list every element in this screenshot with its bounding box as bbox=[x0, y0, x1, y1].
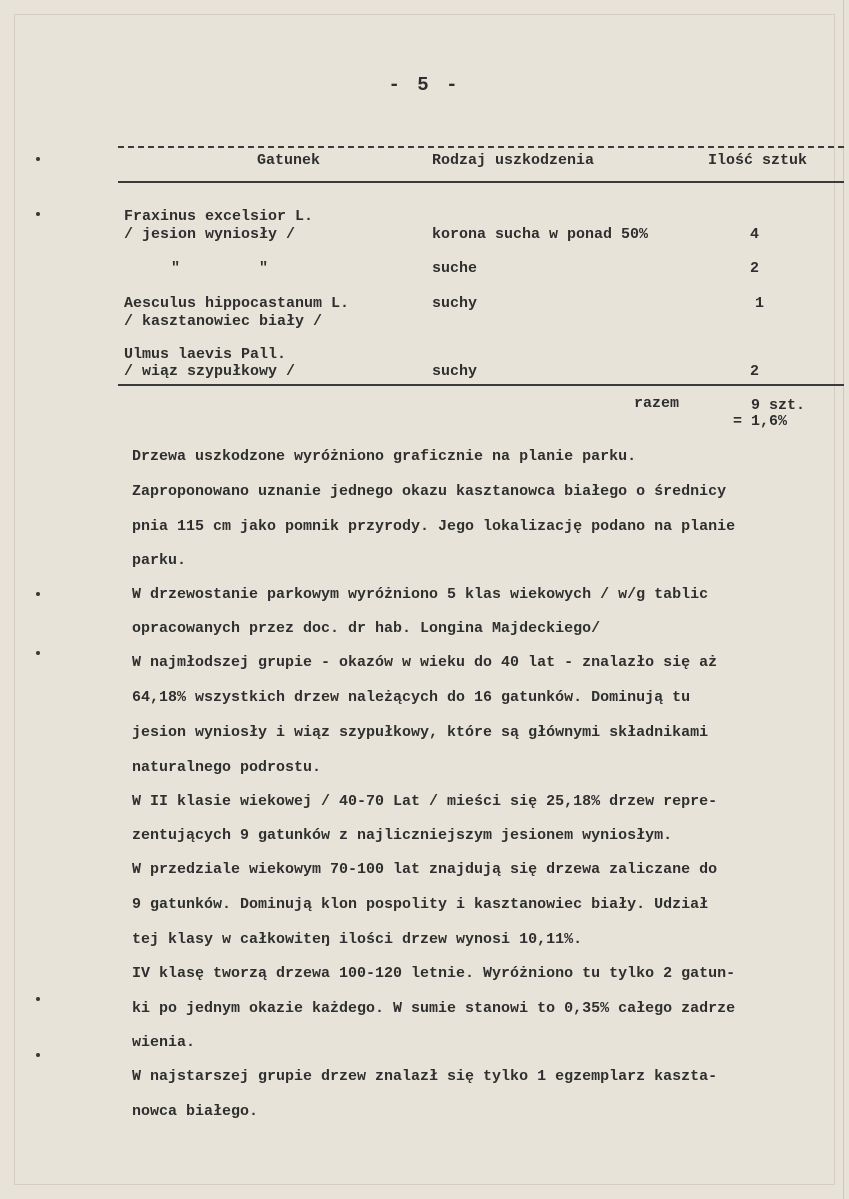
total-percent: = 1,6% bbox=[733, 413, 788, 430]
text-line: W drzewostanie parkowym wyróżniono 5 klas wiekowych / w/g tablic bbox=[132, 586, 709, 603]
text-line: pnia 115 cm jako pomnik przyrody. Jego lokalizację podano na planie bbox=[132, 518, 736, 535]
text-line: wienia. bbox=[132, 1034, 196, 1051]
header-damage: Rodzaj uszkodzenia bbox=[432, 152, 595, 169]
margin-dot bbox=[36, 997, 40, 1001]
row2-species-pl-ditto: " bbox=[259, 260, 269, 277]
header-species: Gatunek bbox=[257, 152, 321, 169]
table-header-rule bbox=[118, 181, 844, 183]
margin-dot bbox=[36, 651, 40, 655]
row3-damage: suchy bbox=[432, 295, 478, 312]
header-count: Ilość sztuk bbox=[708, 152, 808, 169]
text-line: W najmłodszej grupie - okazów w wieku do 40 lat - znalazło się aż bbox=[132, 654, 718, 671]
text-line: Drzewa uszkodzone wyróżniono graficznie na planie parku. bbox=[132, 448, 637, 465]
row2-count: 2 bbox=[750, 260, 760, 277]
row3-species-pl: / kasztanowiec biały / bbox=[124, 313, 323, 330]
row3-species: Aesculus hippocastanum L. bbox=[124, 295, 350, 312]
text-line: parku. bbox=[132, 552, 187, 569]
margin-dot bbox=[36, 157, 40, 161]
text-line: opracowanych przez doc. dr hab. Longina Majdeckiego/ bbox=[132, 620, 601, 637]
text-line: jesion wyniosły i wiąz szypułkowy, które są głównymi składnikami bbox=[132, 724, 709, 741]
margin-dot bbox=[36, 212, 40, 216]
text-line: W II klasie wiekowej / 40-70 Lat / mieści się 25,18% drzew repre- bbox=[132, 793, 718, 810]
text-line: tej klasy w całkowiteŋ ilości drzew wynosi 10,11%. bbox=[132, 931, 583, 948]
text-line: W najstarszej grupie drzew znalazł się tylko 1 egzemplarz kaszta- bbox=[132, 1068, 718, 1085]
text-line: nowca białego. bbox=[132, 1103, 259, 1120]
text-line: IV klasę tworzą drzewa 100-120 letnie. Wyróżniono tu tylko 2 gatun- bbox=[132, 965, 736, 982]
text-line: W przedziale wiekowym 70-100 lat znajdują się drzewa zaliczane do bbox=[132, 861, 718, 878]
text-line: ki po jednym okazie każdego. W sumie stanowi to 0,35% całego zadrze bbox=[132, 1000, 736, 1017]
text-line: zentujących 9 gatunków z najliczniejszym jesionem wyniosłym. bbox=[132, 827, 673, 844]
table-bottom-rule bbox=[118, 384, 844, 386]
text-line: 64,18% wszystkich drzew należących do 16 gatunków. Dominują tu bbox=[132, 689, 691, 706]
row1-species-pl: / jesion wyniosły / bbox=[124, 226, 296, 243]
row3-count: 1 bbox=[755, 295, 765, 312]
page-number: - 5 - bbox=[388, 74, 461, 96]
text-line: 9 gatunków. Dominują klon pospolity i kasztanowiec biały. Udział bbox=[132, 896, 709, 913]
row1-count: 4 bbox=[750, 226, 760, 243]
row4-species: Ulmus laevis Pall. bbox=[124, 346, 287, 363]
margin-dot bbox=[36, 1053, 40, 1057]
row2-species-ditto: " bbox=[171, 260, 181, 277]
row2-damage: suche bbox=[432, 260, 478, 277]
total-label: razem bbox=[634, 395, 680, 412]
text-line: naturalnego podrostu. bbox=[132, 759, 322, 776]
row1-damage: korona sucha w ponad 50% bbox=[432, 226, 649, 243]
page-edge-line bbox=[843, 0, 844, 1199]
text-line: Zaproponowano uznanie jednego okazu kasztanowca białego o średnicy bbox=[132, 483, 727, 500]
margin-dot bbox=[36, 592, 40, 596]
total-count: 9 szt. bbox=[751, 397, 806, 414]
row1-species: Fraxinus excelsior L. bbox=[124, 208, 314, 225]
row4-count: 2 bbox=[750, 363, 760, 380]
row4-damage: suchy bbox=[432, 363, 478, 380]
row4-species-pl: / wiąz szypułkowy / bbox=[124, 363, 296, 380]
table-top-rule bbox=[118, 146, 844, 148]
